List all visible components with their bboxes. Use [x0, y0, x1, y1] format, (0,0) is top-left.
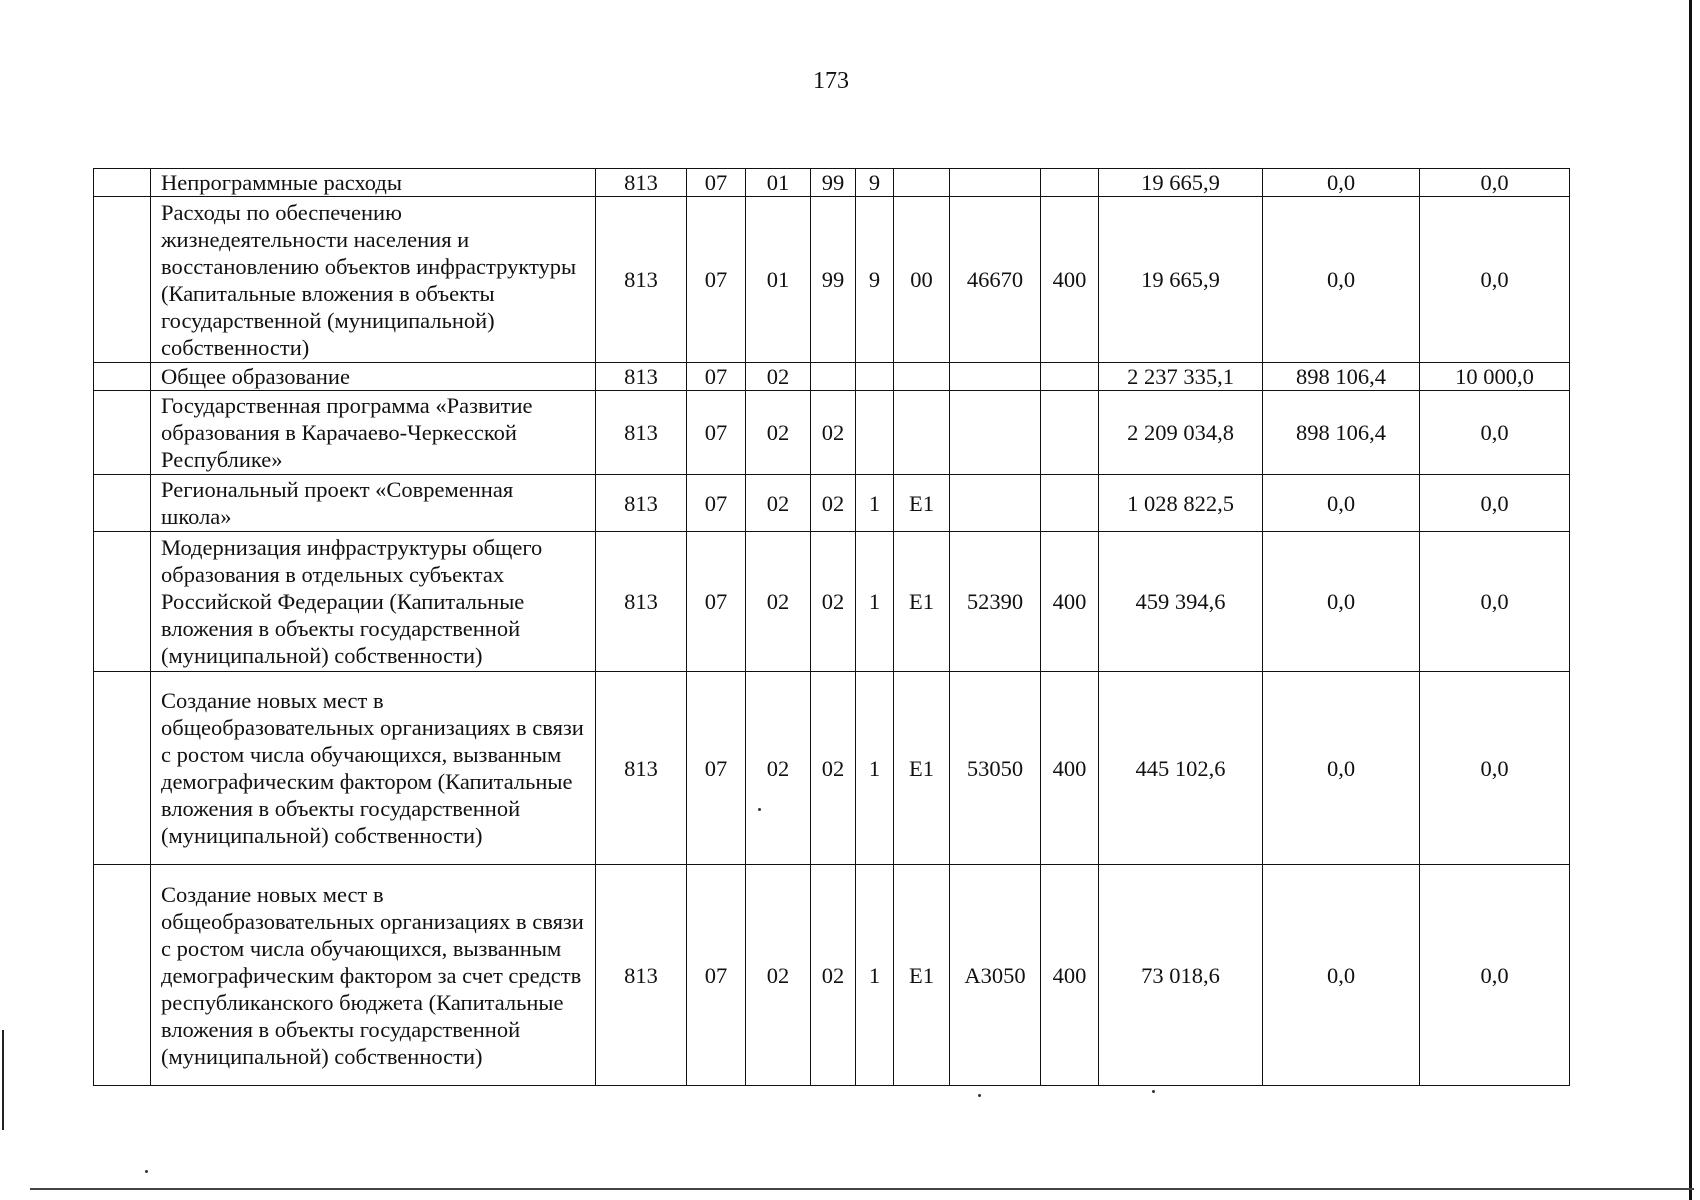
scan-speck	[758, 808, 761, 811]
table-row	[94, 391, 1570, 475]
scan-edge-bottom	[30, 1188, 1694, 1190]
code-direction: 53050	[950, 672, 1041, 865]
code-direction	[950, 169, 1041, 197]
code-section: 07	[687, 391, 746, 475]
code-ministry: 813	[596, 672, 687, 865]
code-program	[811, 363, 856, 391]
row-empty-cell	[94, 197, 151, 363]
code-ministry: 813	[596, 475, 687, 532]
scan-speck	[1152, 1090, 1155, 1093]
amount-year-3: 10 000,0	[1420, 363, 1570, 391]
amount-year-3: 0,0	[1420, 391, 1570, 475]
item-name: Региональный проект «Современная школа»	[151, 475, 596, 532]
table-row	[94, 672, 1570, 865]
amount-year-1: 19 665,9	[1099, 197, 1263, 363]
scan-speck	[145, 1170, 148, 1173]
amount-year-2: 0,0	[1263, 475, 1420, 532]
amount-year-3: 0,0	[1420, 475, 1570, 532]
table-row	[94, 532, 1570, 672]
code-expense-type	[1041, 169, 1099, 197]
code-event: E1	[894, 672, 950, 865]
code-subsection: 02	[746, 363, 811, 391]
code-program: 02	[811, 532, 856, 672]
code-event	[894, 363, 950, 391]
code-program: 02	[811, 391, 856, 475]
code-subprogram: 1	[856, 532, 894, 672]
code-section: 07	[687, 865, 746, 1086]
amount-year-3: 0,0	[1420, 865, 1570, 1086]
row-empty-cell	[94, 391, 151, 475]
code-event: E1	[894, 475, 950, 532]
code-program: 02	[811, 865, 856, 1086]
code-subprogram: 1	[856, 475, 894, 532]
amount-year-3: 0,0	[1420, 197, 1570, 363]
code-ministry: 813	[596, 363, 687, 391]
item-name: Расходы по обеспечению жизнедеятельности населения и восстановлению объектов инфраструктуры (Капитальные вложения в объекты государственной (муниципальной) собственности)	[151, 197, 596, 363]
code-program: 99	[811, 169, 856, 197]
item-name: Общее образование	[151, 363, 596, 391]
code-section: 07	[687, 475, 746, 532]
code-subprogram	[856, 363, 894, 391]
code-section: 07	[687, 169, 746, 197]
code-program: 99	[811, 197, 856, 363]
code-section: 07	[687, 197, 746, 363]
code-subsection: 01	[746, 169, 811, 197]
row-empty-cell	[94, 475, 151, 532]
amount-year-2: 0,0	[1263, 672, 1420, 865]
code-ministry: 813	[596, 169, 687, 197]
code-subsection: 02	[746, 391, 811, 475]
code-direction: A3050	[950, 865, 1041, 1086]
code-expense-type: 400	[1041, 197, 1099, 363]
amount-year-2: 0,0	[1263, 532, 1420, 672]
code-subprogram: 1	[856, 865, 894, 1086]
page-number: 173	[813, 68, 849, 94]
amount-year-1: 1 028 822,5	[1099, 475, 1263, 532]
code-event	[894, 169, 950, 197]
amount-year-2: 898 106,4	[1263, 363, 1420, 391]
scan-speck	[978, 1094, 981, 1097]
code-subsection: 02	[746, 865, 811, 1086]
amount-year-1: 459 394,6	[1099, 532, 1263, 672]
code-subsection: 02	[746, 475, 811, 532]
code-subprogram: 9	[856, 197, 894, 363]
row-empty-cell	[94, 865, 151, 1086]
code-subsection: 01	[746, 197, 811, 363]
code-section: 07	[687, 532, 746, 672]
code-program: 02	[811, 475, 856, 532]
code-expense-type: 400	[1041, 865, 1099, 1086]
table-row	[94, 865, 1570, 1086]
code-expense-type	[1041, 363, 1099, 391]
amount-year-2: 0,0	[1263, 197, 1420, 363]
code-program: 02	[811, 672, 856, 865]
amount-year-3: 0,0	[1420, 532, 1570, 672]
amount-year-2: 0,0	[1263, 169, 1420, 197]
code-ministry: 813	[596, 532, 687, 672]
code-direction: 52390	[950, 532, 1041, 672]
budget-table	[93, 168, 1570, 1086]
amount-year-1: 19 665,9	[1099, 169, 1263, 197]
code-subsection: 02	[746, 672, 811, 865]
item-name: Создание новых мест в общеобразовательных организациях в связи с ростом числа обучающихся, вызванным демографическим фактором за счет средств республиканского бюджета (Капитальные вложения в объекты государственной (муниципальной) собственности)	[151, 865, 596, 1086]
row-empty-cell	[94, 169, 151, 197]
code-section: 07	[687, 672, 746, 865]
code-expense-type: 400	[1041, 532, 1099, 672]
code-subprogram: 9	[856, 169, 894, 197]
code-event: E1	[894, 865, 950, 1086]
table-row	[94, 475, 1570, 532]
amount-year-1: 445 102,6	[1099, 672, 1263, 865]
code-subprogram: 1	[856, 672, 894, 865]
code-expense-type	[1041, 391, 1099, 475]
code-subsection: 02	[746, 532, 811, 672]
code-expense-type	[1041, 475, 1099, 532]
code-direction	[950, 363, 1041, 391]
code-ministry: 813	[596, 197, 687, 363]
row-empty-cell	[94, 363, 151, 391]
code-expense-type: 400	[1041, 672, 1099, 865]
amount-year-2: 0,0	[1263, 865, 1420, 1086]
code-event	[894, 391, 950, 475]
amount-year-1: 2 209 034,8	[1099, 391, 1263, 475]
amount-year-2: 898 106,4	[1263, 391, 1420, 475]
code-ministry: 813	[596, 391, 687, 475]
scan-edge-right	[1689, 0, 1692, 1200]
row-empty-cell	[94, 532, 151, 672]
amount-year-1: 2 237 335,1	[1099, 363, 1263, 391]
item-name: Государственная программа «Развитие образования в Карачаево-Черкесской Республике»	[151, 391, 596, 475]
amount-year-3: 0,0	[1420, 672, 1570, 865]
code-ministry: 813	[596, 865, 687, 1086]
code-event: 00	[894, 197, 950, 363]
table-row	[94, 363, 1570, 391]
code-direction	[950, 475, 1041, 532]
item-name: Модернизация инфраструктуры общего образования в отдельных субъектах Российской Федерации (Капитальные вложения в объекты государственной (муниципальной) собственности)	[151, 532, 596, 672]
table-row	[94, 197, 1570, 363]
code-event: E1	[894, 532, 950, 672]
code-direction: 46670	[950, 197, 1041, 363]
amount-year-3: 0,0	[1420, 169, 1570, 197]
code-section: 07	[687, 363, 746, 391]
code-subprogram	[856, 391, 894, 475]
amount-year-1: 73 018,6	[1099, 865, 1263, 1086]
item-name: Создание новых мест в общеобразовательных организациях в связи с ростом числа обучающихся, вызванным демографическим фактором (Капитальные вложения в объекты государственной (муниципальной) собственности)	[151, 672, 596, 865]
scan-edge-left	[2, 1030, 4, 1130]
row-empty-cell	[94, 672, 151, 865]
table-row	[94, 169, 1570, 197]
item-name: Непрограммные расходы	[151, 169, 596, 197]
code-direction	[950, 391, 1041, 475]
